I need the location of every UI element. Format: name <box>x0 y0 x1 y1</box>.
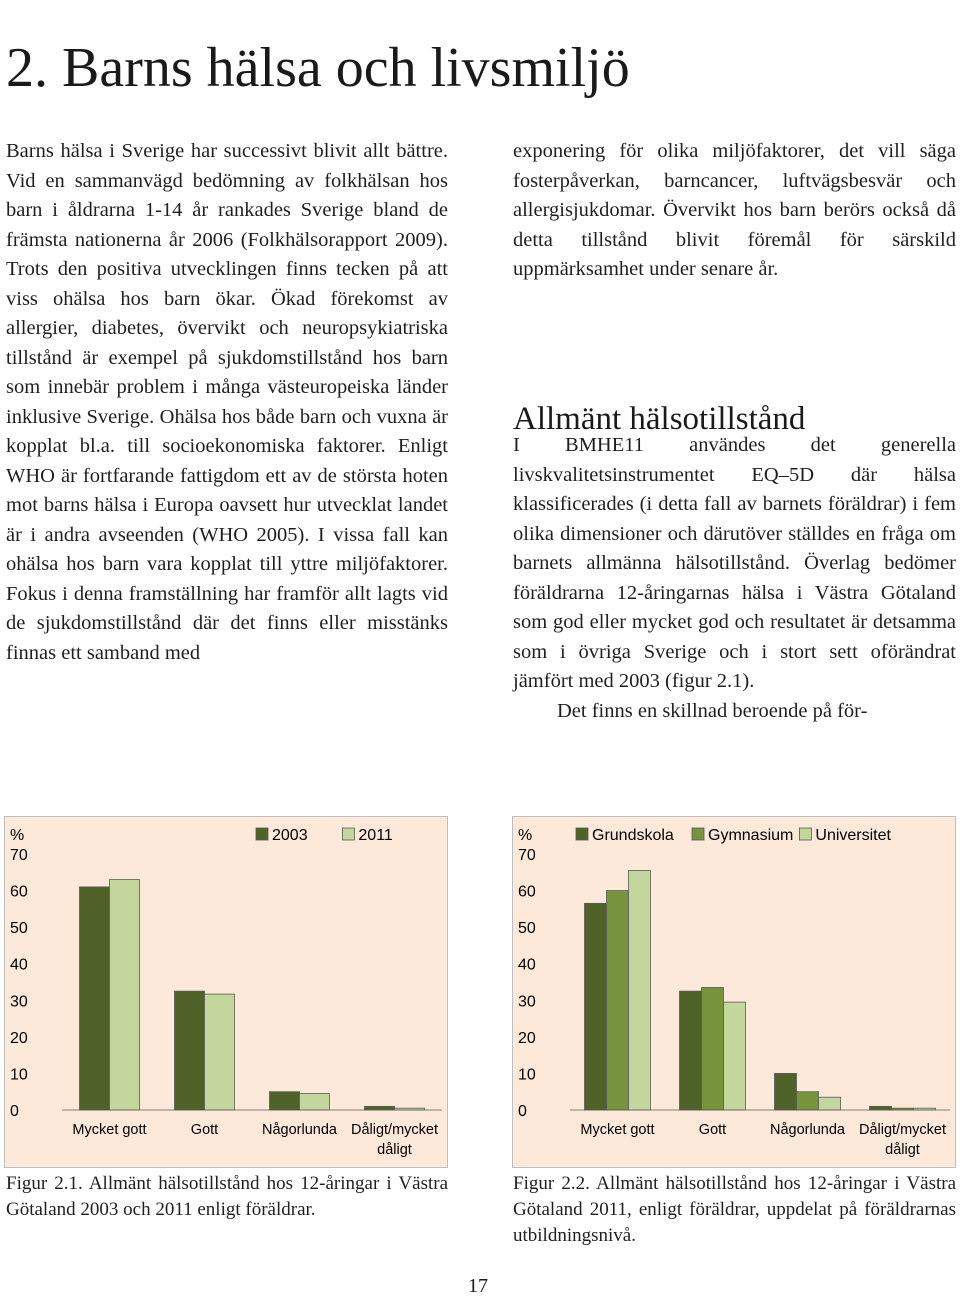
figure-2-1-caption: Figur 2.1. Allmänt hälsotillstånd hos 12-åringar i Västra Götaland 2003 och 2011 enligt föräldrar. <box>6 1173 448 1220</box>
body-paragraph: Det finns en skillnad beroende på för- <box>557 699 868 722</box>
page-title: 2. Barns hälsa och livsmiljö <box>6 36 630 99</box>
y-tick-label: 50 <box>10 920 28 938</box>
y-tick-label: 50 <box>518 920 536 938</box>
x-tick-label: Gott <box>190 1122 219 1138</box>
y-tick-label: 0 <box>518 1103 527 1120</box>
section-heading: Allmänt hälsotillstånd <box>513 401 806 438</box>
chart-1-svg <box>4 816 448 1168</box>
figure-2-1-chart <box>4 816 448 1168</box>
legend-label: Gymnasium <box>708 827 794 844</box>
bar <box>797 1092 819 1110</box>
body-paragraph: Barns hälsa i Sverige har successivt blivit allt bättre. Vid en sammanvägd bedömning av folkhälsan hos barn i åldrarna 1-14 år rankades Sverige bland de främsta nationerna år 2006 (Folkhälsorapport 2009). Trots den positiva utvecklingen finns tecken på att viss ohälsa hos barn ökar. Ökad förekomst av allergier, diabetes, övervikt och neuropsykiatriska tillstånd är exempel på sjukdomstillstånd hos barn som innebär problem i många västeuropeiska länder inklusive Sverige. Ohälsa hos både barn och vuxna är kopplat bl.a. till socioekonomiska faktorer. Enligt WHO är fortfarande fattigdom ett av de största hoten mot barns hälsa i Europa oavsett hur utvecklat landet är i andra avseenden (WHO 2005). I vissa fall kan ohälsa hos barn vara kopplat till yttre miljöfaktorer. Fokus i denna framställning har framför allt lagts vid de sjukdomstillstånd där det finns eller misstänks finnas ett samband med <box>6 140 448 664</box>
y-tick-label: 60 <box>518 883 536 901</box>
legend-label: 2011 <box>358 827 393 844</box>
chart-background <box>5 817 448 1168</box>
right-text-column <box>513 137 956 285</box>
bar <box>205 994 235 1110</box>
x-tick-label: Någorlunda <box>770 1122 845 1138</box>
legend-swatch <box>576 828 588 840</box>
y-tick-label: 20 <box>10 1029 28 1047</box>
x-tick-label: Dåligt/mycket <box>350 1122 439 1138</box>
chart-background <box>513 817 956 1168</box>
x-tick-label: Gott <box>698 1122 727 1138</box>
bar <box>724 1002 746 1110</box>
y-tick-label: 70 <box>518 847 536 864</box>
left-text-column <box>6 137 448 668</box>
bar <box>365 1106 395 1110</box>
bar <box>914 1108 936 1110</box>
y-tick-label: 10 <box>10 1066 28 1084</box>
bar <box>270 1092 300 1110</box>
figure-2-2-chart <box>512 816 956 1168</box>
bar <box>892 1108 914 1110</box>
body-paragraph: exponering för olika miljöfaktorer, det vill säga fosterpåverkan, barncancer, luftvägsbesvär och allergisjukdomar. Övervikt hos barn berörs också då detta tillstånd blivit föremål för särskild uppmärksamhet under senare år. <box>513 140 956 280</box>
legend-swatch <box>692 828 704 840</box>
y-tick-label: 70 <box>10 847 28 864</box>
bar <box>175 991 205 1110</box>
y-tick-label: 0 <box>10 1103 19 1120</box>
legend-swatch <box>256 828 268 840</box>
y-axis-label: % <box>10 827 25 844</box>
y-tick-label: 20 <box>518 1029 536 1047</box>
y-tick-label: 30 <box>518 993 536 1011</box>
bar <box>395 1108 425 1110</box>
bar <box>702 987 724 1110</box>
bar <box>585 903 607 1110</box>
y-tick-label: 30 <box>10 993 28 1011</box>
x-tick-label: dåligt <box>885 1142 920 1158</box>
y-axis-label: % <box>518 827 533 844</box>
x-tick-label: Mycket gott <box>72 1122 147 1138</box>
bar <box>607 891 629 1110</box>
bar <box>870 1106 892 1110</box>
legend-label: Grundskola <box>592 827 674 844</box>
x-tick-label: dåligt <box>377 1142 412 1158</box>
x-tick-label: Mycket gott <box>580 1122 655 1138</box>
y-tick-label: 40 <box>518 956 536 974</box>
x-tick-label: Dåligt/mycket <box>858 1122 947 1138</box>
figure-2-2-caption: Figur 2.2. Allmänt hälsotillstånd hos 12-åringar i Västra Götaland 2011, enligt föräldrar, uppdelat på föräldrarnas utbildningsnivå. <box>513 1173 956 1246</box>
bar <box>80 887 110 1110</box>
x-tick-label: Någorlunda <box>262 1122 337 1138</box>
bar <box>110 880 140 1110</box>
y-tick-label: 60 <box>10 883 28 901</box>
y-tick-label: 40 <box>10 956 28 974</box>
bar <box>629 870 651 1110</box>
bar <box>300 1094 330 1110</box>
right-text-column-lower <box>513 431 956 726</box>
page-number: 17 <box>468 1275 488 1297</box>
bar <box>775 1073 797 1110</box>
chart-2-svg <box>512 816 956 1168</box>
legend-swatch <box>342 828 354 840</box>
legend-label: 2003 <box>272 827 308 844</box>
body-paragraph: I BMHE11 användes det generella livskvalitetsinstrumentet EQ–5D där hälsa klassificerades (i detta fall av barnets föräldrar) i fem olika dimensioner och därutöver ställdes en fråga om barnets allmänna hälsotillstånd. Överlag bedömer föräldrarna 12-åringarnas hälsa i Västra Götaland som god eller mycket god och resultatet är detsamma som i övriga Sverige och i stort sett oförändrat jämfört med 2003 (figur 2.1). <box>513 434 956 692</box>
bar <box>680 991 702 1110</box>
y-tick-label: 10 <box>518 1066 536 1084</box>
legend-label: Universitet <box>815 827 891 844</box>
bar <box>819 1097 841 1110</box>
legend-swatch <box>799 828 811 840</box>
